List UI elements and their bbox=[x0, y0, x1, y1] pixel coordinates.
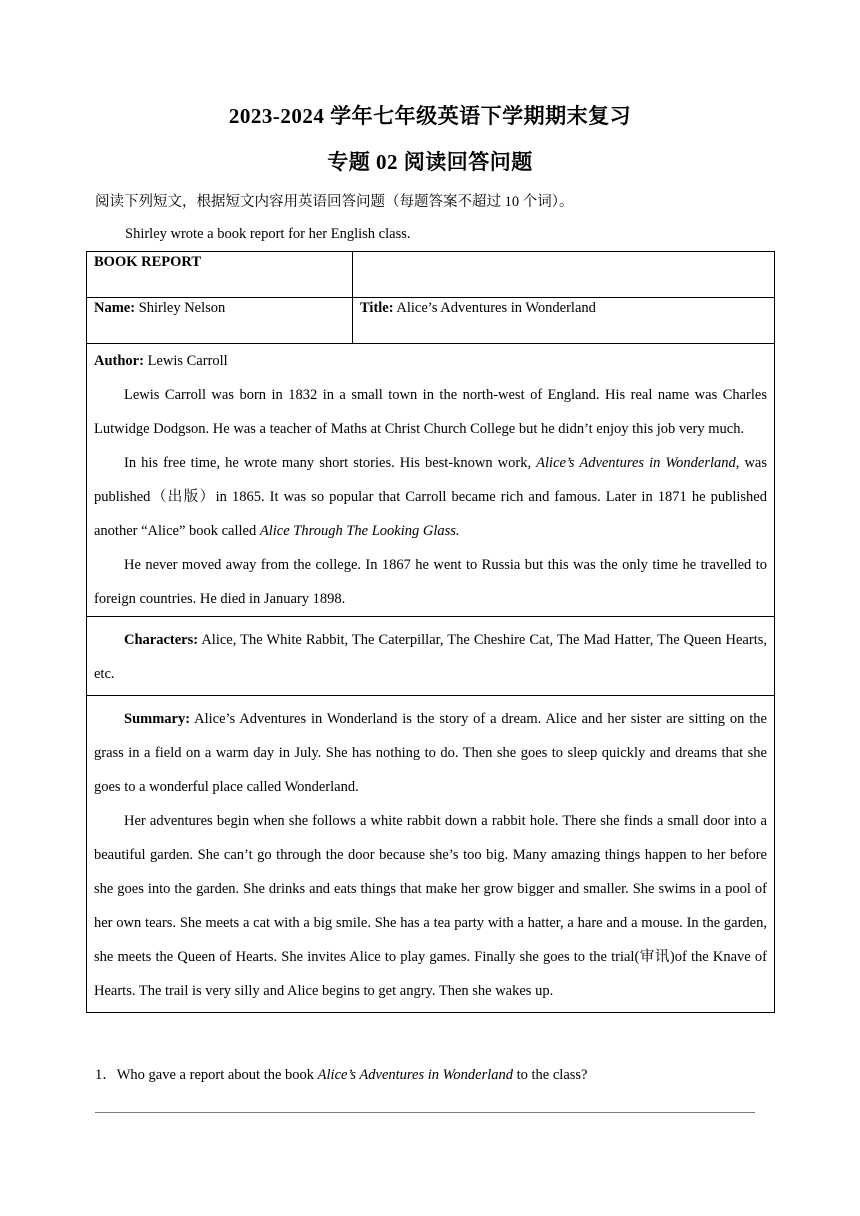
summary-label: Summary: bbox=[124, 711, 191, 727]
name-cell bbox=[87, 298, 353, 344]
summary-paragraph-2: Her adventures begin when she follows a white rabbit down a rabbit hole. There she finds a small door into a beautiful garden. She can’t go through the door because she’s too big. Many amazing things happen to her before she goes into the garden. She drinks and eats things that make her grow bigger and smaller. She swims in a pool of her own tears. She meets a cat with a big smile. She has a tea party with a hatter, a hare and a mouse. In the garden, she meets the Queen of Hearts. She invites Alice to play games. Finally she goes to the trial(审讯)of the Knave of Hearts. The trail is very silly and Alice begins to get angry. Then she wakes up. bbox=[94, 813, 767, 999]
author-paragraph-3: He never moved away from the college. In 1867 he went to Russia but this was the only time he travelled to foreign countries. He died in January 1898. bbox=[94, 557, 767, 607]
characters-label: Characters: bbox=[124, 632, 199, 648]
summary-cell bbox=[87, 696, 775, 1013]
book-title-italic: Alice’s Adventures in Wonderland bbox=[536, 455, 736, 471]
name-value: Shirley Nelson bbox=[135, 300, 226, 316]
page-subtitle: 专题 02 阅读回答问题 bbox=[327, 150, 533, 174]
author-label: Author: bbox=[94, 353, 144, 369]
report-heading: BOOK REPORT bbox=[94, 254, 202, 270]
author-paragraph-1: Lewis Carroll was born in 1832 in a small town in the north-west of England. His real name was Charles Lutwidge Dodgson. He was a teacher of Maths at Christ Church College but he didn’t enjoy this job very much. bbox=[94, 387, 767, 437]
report-heading-cell bbox=[87, 252, 353, 298]
title-value: Alice’s Adventures in Wonderland bbox=[393, 300, 596, 316]
answer-line-1[interactable] bbox=[95, 1112, 755, 1113]
instructions: 阅读下列短文，根据短文内容用英语回答问题（每题答案不超过 10 个词）。 bbox=[95, 194, 574, 210]
title-label: Title: bbox=[360, 300, 394, 316]
characters-row bbox=[87, 617, 775, 696]
summary-row bbox=[87, 696, 775, 1013]
report-header-row bbox=[87, 252, 775, 298]
characters-value: Alice, The White Rabbit, The Caterpillar, The Cheshire Cat, The Mad Hatter, The Queen Hearts, etc. bbox=[94, 632, 767, 682]
question-book-title: Alice’s Adventures in Wonderland bbox=[317, 1067, 513, 1083]
author-row bbox=[87, 344, 775, 617]
page-title: 2023-2024 学年七年级英语下学期期末复习 bbox=[228, 104, 632, 128]
question-1: 1．Who gave a report about the book Alice’s Adventures in Wonderland to the class? bbox=[95, 1067, 588, 1083]
report-name-title-row bbox=[87, 298, 775, 344]
report-empty-cell bbox=[353, 252, 775, 298]
author-value: Lewis Carroll bbox=[143, 353, 228, 369]
name-label: Name: bbox=[94, 300, 136, 316]
intro-sentence: Shirley wrote a book report for her English class. bbox=[125, 226, 411, 242]
sequel-title-italic: Alice Through The Looking Glass. bbox=[259, 523, 460, 539]
book-report-table bbox=[86, 251, 775, 1013]
author-cell bbox=[87, 344, 775, 617]
author-paragraph-2: In his free time, he wrote many short stories. His best-known work, Alice’s Adventures in Wonderland, was published（出版）in 1865. It was so popular that Carroll became rich and famous. Later in 1871 he published another “Alice” book called Alice Through The Looking Glass. bbox=[94, 455, 767, 539]
characters-cell bbox=[87, 617, 775, 696]
summary-paragraph-1: Alice’s Adventures in Wonderland is the story of a dream. Alice and her sister are sitting on the grass in a field on a warm day in July. She has nothing to do. Then she goes to sleep quickly and dreams that she goes to a wonderful place called Wonderland. bbox=[94, 711, 767, 795]
title-cell bbox=[353, 298, 775, 344]
